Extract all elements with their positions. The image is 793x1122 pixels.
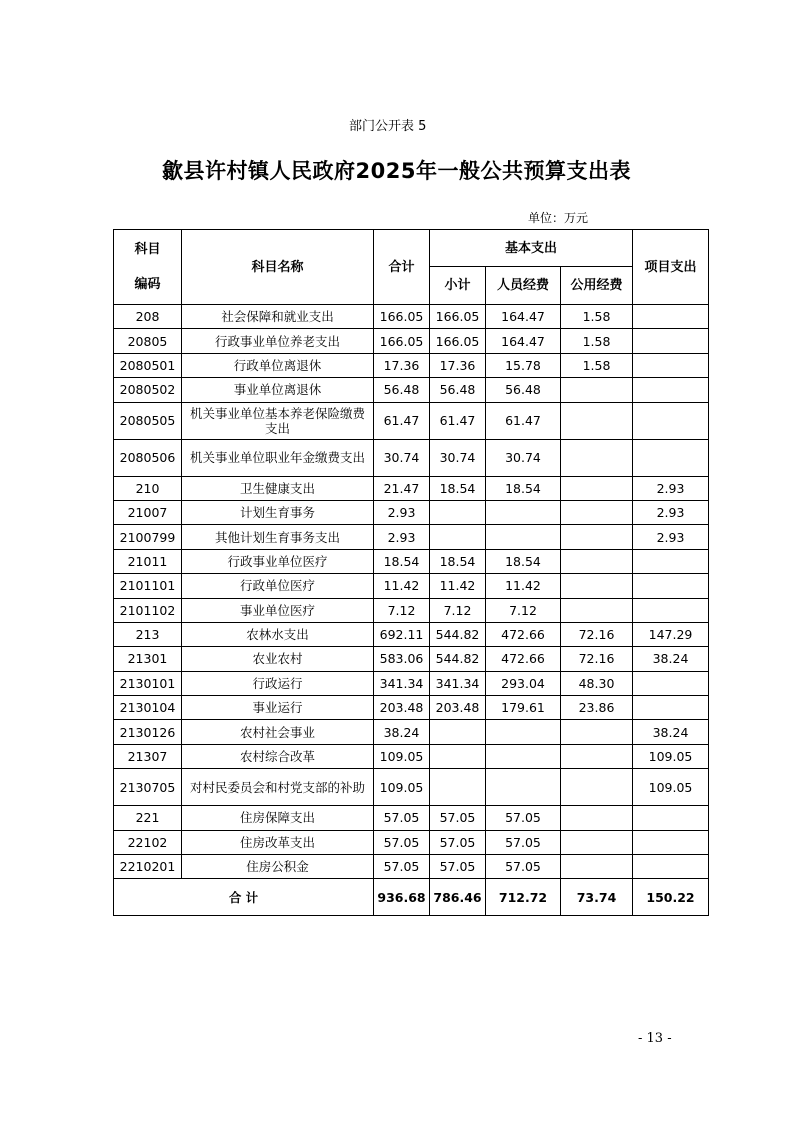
cell-total: 30.74 <box>374 439 430 476</box>
cell-total: 341.34 <box>374 671 430 695</box>
cell-name: 事业单位医疗 <box>182 598 374 622</box>
cell-total: 7.12 <box>374 598 430 622</box>
cell-subtotal: 18.54 <box>430 476 486 500</box>
cell-project <box>633 598 709 622</box>
cell-subtotal <box>430 525 486 549</box>
header-public: 公用经费 <box>561 267 633 305</box>
cell-name: 行政运行 <box>182 671 374 695</box>
table-row <box>114 574 709 598</box>
cell-personnel: 164.47 <box>486 305 561 329</box>
cell-name: 卫生健康支出 <box>182 476 374 500</box>
cell-project <box>633 671 709 695</box>
cell-project: 38.24 <box>633 720 709 744</box>
cell-code: 2080505 <box>114 402 182 439</box>
header-code-line2: 编码 <box>134 277 161 292</box>
table-row <box>114 647 709 671</box>
cell-code: 2130126 <box>114 720 182 744</box>
cell-subtotal <box>430 744 486 768</box>
cell-project <box>633 806 709 830</box>
cell-code: 21301 <box>114 647 182 671</box>
cell-name: 事业运行 <box>182 696 374 720</box>
cell-public <box>561 806 633 830</box>
cell-name: 行政单位医疗 <box>182 574 374 598</box>
table-row <box>114 622 709 646</box>
cell-subtotal: 166.05 <box>430 305 486 329</box>
cell-code: 2101102 <box>114 598 182 622</box>
cell-total: 57.05 <box>374 806 430 830</box>
cell-code: 2130705 <box>114 769 182 806</box>
cell-code: 213 <box>114 622 182 646</box>
cell-personnel: 164.47 <box>486 329 561 353</box>
cell-code: 2101101 <box>114 574 182 598</box>
cell-name: 农业农村 <box>182 647 374 671</box>
table-row <box>114 329 709 353</box>
total-personnel: 712.72 <box>486 879 561 916</box>
cell-personnel <box>486 525 561 549</box>
total-label: 合 计 <box>114 879 374 916</box>
cell-personnel <box>486 500 561 524</box>
cell-project <box>633 353 709 377</box>
table-number-label: 部门公开表 5 <box>349 119 427 134</box>
cell-subtotal: 166.05 <box>430 329 486 353</box>
table-row <box>114 476 709 500</box>
cell-code: 20805 <box>114 329 182 353</box>
table-row <box>114 305 709 329</box>
table-row <box>114 549 709 573</box>
cell-personnel: 30.74 <box>486 439 561 476</box>
cell-project <box>633 574 709 598</box>
cell-name: 机关事业单位基本养老保险缴费支出 <box>182 402 374 439</box>
header-code-line1: 科目 <box>134 242 161 257</box>
cell-total: 38.24 <box>374 720 430 744</box>
cell-subtotal: 57.05 <box>430 806 486 830</box>
cell-total: 692.11 <box>374 622 430 646</box>
cell-public: 48.30 <box>561 671 633 695</box>
cell-project: 38.24 <box>633 647 709 671</box>
table-row <box>114 598 709 622</box>
cell-personnel <box>486 720 561 744</box>
cell-code: 22102 <box>114 830 182 854</box>
cell-code: 21011 <box>114 549 182 573</box>
cell-subtotal: 57.05 <box>430 855 486 879</box>
cell-total: 583.06 <box>374 647 430 671</box>
header-project-expenditure: 项目支出 <box>633 230 709 305</box>
cell-subtotal: 341.34 <box>430 671 486 695</box>
cell-project <box>633 329 709 353</box>
header-subtotal: 小计 <box>430 267 486 305</box>
cell-total: 203.48 <box>374 696 430 720</box>
cell-public <box>561 744 633 768</box>
header-total: 合计 <box>374 230 430 305</box>
table-row <box>114 402 709 439</box>
cell-name: 机关事业单位职业年金缴费支出 <box>182 439 374 476</box>
table-row <box>114 353 709 377</box>
cell-subtotal: 61.47 <box>430 402 486 439</box>
cell-total: 11.42 <box>374 574 430 598</box>
total-subtotal: 786.46 <box>430 879 486 916</box>
cell-personnel: 18.54 <box>486 549 561 573</box>
cell-code: 2130104 <box>114 696 182 720</box>
cell-public: 1.58 <box>561 329 633 353</box>
page-title: 歙县许村镇人民政府2025年一般公共预算支出表 <box>162 159 631 183</box>
cell-public: 72.16 <box>561 622 633 646</box>
cell-public <box>561 476 633 500</box>
cell-subtotal: 203.48 <box>430 696 486 720</box>
cell-subtotal: 544.82 <box>430 647 486 671</box>
cell-project <box>633 305 709 329</box>
cell-name: 其他计划生育事务支出 <box>182 525 374 549</box>
cell-total: 18.54 <box>374 549 430 573</box>
cell-name: 行政事业单位医疗 <box>182 549 374 573</box>
cell-personnel <box>486 744 561 768</box>
cell-name: 农林水支出 <box>182 622 374 646</box>
budget-table <box>113 229 709 916</box>
cell-total: 109.05 <box>374 769 430 806</box>
table-body <box>114 305 709 879</box>
cell-total: 2.93 <box>374 500 430 524</box>
cell-personnel: 11.42 <box>486 574 561 598</box>
table-row <box>114 439 709 476</box>
cell-public <box>561 598 633 622</box>
cell-personnel: 472.66 <box>486 647 561 671</box>
cell-name: 农村社会事业 <box>182 720 374 744</box>
cell-subtotal <box>430 720 486 744</box>
cell-name: 住房改革支出 <box>182 830 374 854</box>
cell-total: 166.05 <box>374 305 430 329</box>
cell-total: 61.47 <box>374 402 430 439</box>
cell-public <box>561 439 633 476</box>
cell-public: 1.58 <box>561 353 633 377</box>
cell-name: 对村民委员会和村党支部的补助 <box>182 769 374 806</box>
cell-code: 21307 <box>114 744 182 768</box>
cell-name: 社会保障和就业支出 <box>182 305 374 329</box>
cell-total: 57.05 <box>374 855 430 879</box>
cell-personnel: 56.48 <box>486 378 561 402</box>
cell-project <box>633 696 709 720</box>
cell-subtotal <box>430 500 486 524</box>
cell-personnel: 293.04 <box>486 671 561 695</box>
table-row <box>114 696 709 720</box>
cell-public <box>561 574 633 598</box>
table-row <box>114 500 709 524</box>
cell-public <box>561 402 633 439</box>
cell-project <box>633 549 709 573</box>
cell-subtotal: 17.36 <box>430 353 486 377</box>
table-row <box>114 806 709 830</box>
cell-subtotal: 11.42 <box>430 574 486 598</box>
cell-public: 72.16 <box>561 647 633 671</box>
cell-total: 17.36 <box>374 353 430 377</box>
cell-personnel: 61.47 <box>486 402 561 439</box>
cell-total: 166.05 <box>374 329 430 353</box>
cell-personnel: 57.05 <box>486 806 561 830</box>
cell-total: 109.05 <box>374 744 430 768</box>
cell-name: 事业单位离退休 <box>182 378 374 402</box>
cell-public <box>561 769 633 806</box>
cell-public <box>561 720 633 744</box>
table-row <box>114 525 709 549</box>
header-subject-name: 科目名称 <box>182 230 374 305</box>
cell-project <box>633 830 709 854</box>
cell-name: 住房保障支出 <box>182 806 374 830</box>
cell-project <box>633 378 709 402</box>
cell-project <box>633 439 709 476</box>
cell-total: 56.48 <box>374 378 430 402</box>
cell-subtotal: 7.12 <box>430 598 486 622</box>
cell-total: 2.93 <box>374 525 430 549</box>
cell-project: 2.93 <box>633 500 709 524</box>
cell-project: 147.29 <box>633 622 709 646</box>
cell-code: 2130101 <box>114 671 182 695</box>
unit-label: 单位：万元 <box>528 211 589 225</box>
table-row <box>114 830 709 854</box>
cell-personnel: 472.66 <box>486 622 561 646</box>
cell-public <box>561 549 633 573</box>
table-row <box>114 671 709 695</box>
cell-subtotal: 57.05 <box>430 830 486 854</box>
cell-name: 住房公积金 <box>182 855 374 879</box>
header-personnel: 人员经费 <box>486 267 561 305</box>
cell-code: 2080501 <box>114 353 182 377</box>
cell-code: 210 <box>114 476 182 500</box>
header-basic-expenditure: 基本支出 <box>430 230 633 267</box>
table-row <box>114 378 709 402</box>
total-project: 150.22 <box>633 879 709 916</box>
cell-public <box>561 525 633 549</box>
header-subject-code <box>114 230 182 305</box>
cell-project: 2.93 <box>633 525 709 549</box>
total-total: 936.68 <box>374 879 430 916</box>
cell-total: 57.05 <box>374 830 430 854</box>
cell-personnel <box>486 769 561 806</box>
cell-public <box>561 855 633 879</box>
cell-name: 计划生育事务 <box>182 500 374 524</box>
cell-code: 21007 <box>114 500 182 524</box>
cell-subtotal: 544.82 <box>430 622 486 646</box>
cell-project: 109.05 <box>633 744 709 768</box>
cell-code: 2080506 <box>114 439 182 476</box>
cell-project <box>633 402 709 439</box>
cell-name: 行政事业单位养老支出 <box>182 329 374 353</box>
cell-project: 2.93 <box>633 476 709 500</box>
cell-public: 23.86 <box>561 696 633 720</box>
cell-project <box>633 855 709 879</box>
cell-personnel: 57.05 <box>486 855 561 879</box>
table-row <box>114 744 709 768</box>
cell-code: 208 <box>114 305 182 329</box>
cell-code: 2080502 <box>114 378 182 402</box>
cell-subtotal: 18.54 <box>430 549 486 573</box>
cell-public <box>561 378 633 402</box>
cell-name: 行政单位离退休 <box>182 353 374 377</box>
cell-code: 2100799 <box>114 525 182 549</box>
table-row <box>114 769 709 806</box>
table-row <box>114 720 709 744</box>
cell-code: 2210201 <box>114 855 182 879</box>
cell-public <box>561 830 633 854</box>
cell-public <box>561 500 633 524</box>
cell-personnel: 18.54 <box>486 476 561 500</box>
cell-subtotal: 56.48 <box>430 378 486 402</box>
cell-personnel: 7.12 <box>486 598 561 622</box>
cell-code: 221 <box>114 806 182 830</box>
cell-project: 109.05 <box>633 769 709 806</box>
cell-name: 农村综合改革 <box>182 744 374 768</box>
table-row <box>114 855 709 879</box>
cell-personnel: 15.78 <box>486 353 561 377</box>
page-number: - 13 - <box>638 1031 672 1046</box>
total-row <box>114 879 709 916</box>
cell-subtotal <box>430 769 486 806</box>
cell-total: 21.47 <box>374 476 430 500</box>
cell-personnel: 179.61 <box>486 696 561 720</box>
cell-public: 1.58 <box>561 305 633 329</box>
cell-personnel: 57.05 <box>486 830 561 854</box>
cell-subtotal: 30.74 <box>430 439 486 476</box>
total-public: 73.74 <box>561 879 633 916</box>
